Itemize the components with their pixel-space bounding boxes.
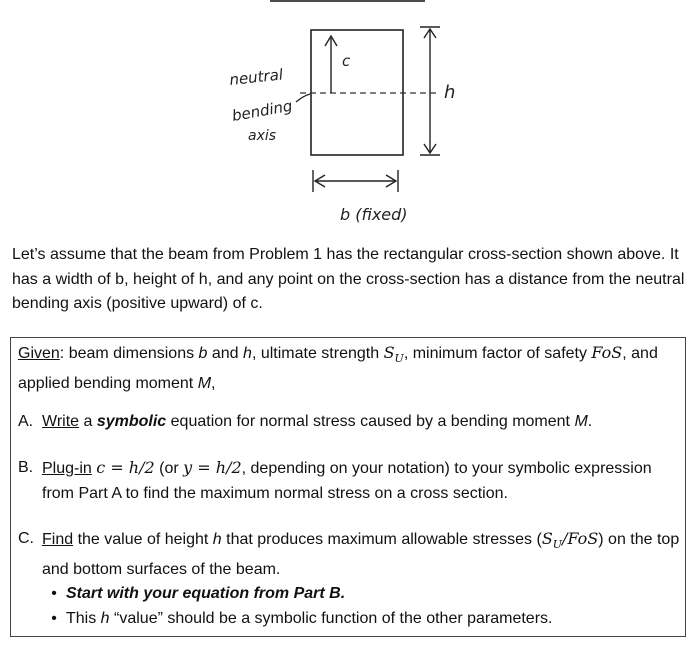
given-statement: Given: beam dimensions b and h, ultimate strength $S_U$, minimum factor of safety FoS, and applied bending moment M, <box>18 343 658 392</box>
var-su: $S_U$ <box>383 343 404 366</box>
intro-paragraph: Let’s assume that the beam from Problem 1 has the rectangular cross-section shown above. It has a width of b, height of h, and any point on the cross-section has a distance from the neutral bending axis (positive upward) of c. <box>12 246 685 312</box>
var-b: b <box>198 345 208 362</box>
part-a-emphasis: symbolic <box>96 413 167 430</box>
var-m: M <box>197 374 212 392</box>
part-c-verb: Find <box>42 531 74 548</box>
part-b-eq2: y = h/2 <box>183 458 242 477</box>
var-fos: FoS <box>591 343 623 362</box>
given-label: Given <box>18 345 60 362</box>
cross-section-figure <box>0 0 700 235</box>
part-b-eq1: c = h/2 <box>96 458 155 477</box>
c-label: c <box>342 52 351 70</box>
part-c-bullet-2: • This h “value” should be a symbolic function of the other parameters. <box>42 607 680 632</box>
b-label: b (fixed) <box>340 205 408 224</box>
neutral-label: neutral <box>228 65 284 89</box>
part-b: B. Plug-in c = h/2 (or y = h/2, depending on your notation) to your symbolic expression from Part A to find the maximum normal stress on a cross section. <box>18 456 680 506</box>
var-h: h <box>243 345 252 362</box>
axis-label: axis <box>248 128 277 144</box>
part-a: A. Write a symbolic equation for normal stress caused by a bending moment M. <box>18 410 680 435</box>
part-b-letter: B. <box>18 459 34 476</box>
part-a-verb: Write <box>42 413 80 430</box>
h-label: h <box>444 82 456 103</box>
bending-label: bending <box>230 96 294 125</box>
bullet-dot: • <box>51 585 57 603</box>
part-c-bullet-1: • Start with your equation from Part B. <box>42 582 680 607</box>
axis-label-pointer <box>296 94 310 102</box>
part-a-letter: A. <box>18 413 34 430</box>
bullet-dot: • <box>51 609 57 627</box>
part-c: C. Find the value of height h that produces maximum allowable stresses $(S_U/FoS)$ on the top and bottom surfaces of the beam. • Start with your equation from Part B. • This h “value” should be a symbolic function of the other parameters. <box>18 527 680 631</box>
part-c-letter: C. <box>18 530 34 547</box>
part-b-verb: Plug-in <box>42 460 92 477</box>
part-c-eq: $S_U$/FoS <box>541 529 599 552</box>
problem-box <box>10 337 686 637</box>
